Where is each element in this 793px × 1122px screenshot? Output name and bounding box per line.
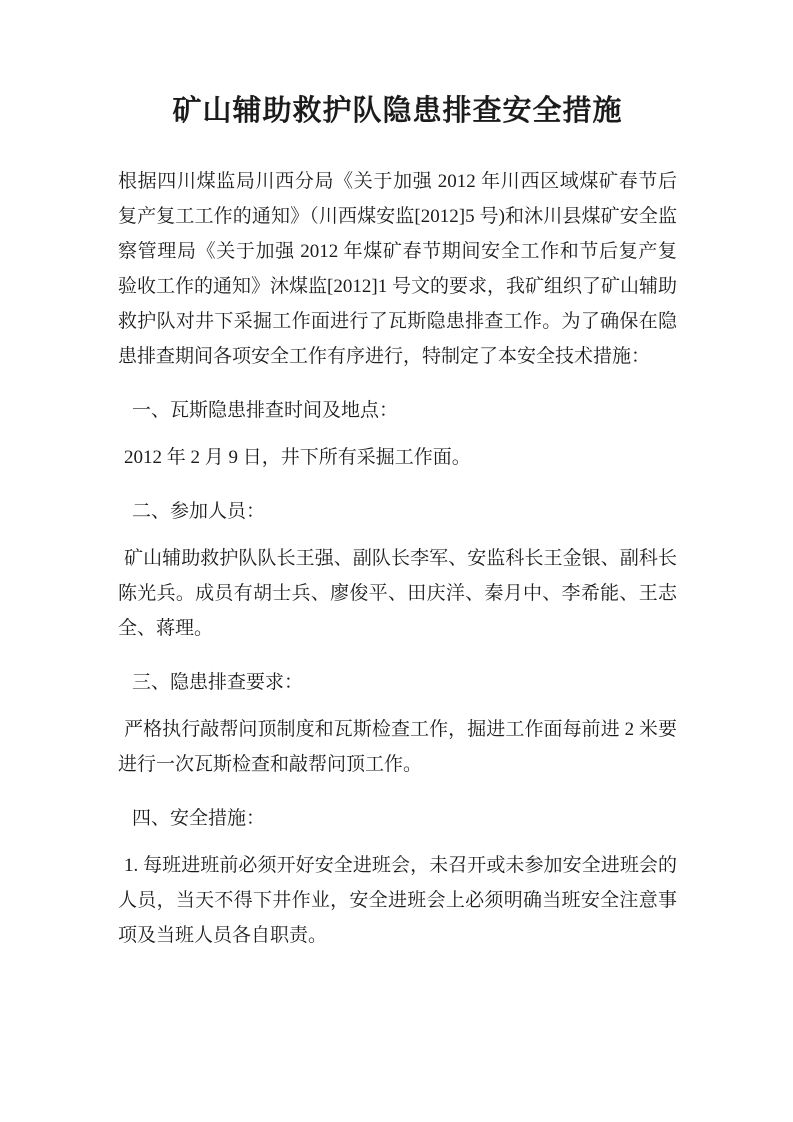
document-title: 矿山辅助救护队隐患排查安全措施 bbox=[172, 95, 623, 127]
section-heading: 一、瓦斯隐患排查时间及地点： bbox=[132, 400, 399, 421]
document-body bbox=[118, 164, 677, 953]
paragraph: 2012 年 2 月 9 日，井下所有采掘工作面。 bbox=[124, 447, 471, 468]
section-heading: 三、隐患排查要求： bbox=[132, 672, 304, 693]
paragraph: 严格执行敲帮问顶制度和瓦斯检查工作，掘进工作面每前进 2 米要进行一次瓦斯检查和敲帮问顶工作。 bbox=[118, 719, 677, 775]
paragraph: 1. 每班进班前必须开好安全进班会，未召开或未参加安全进班会的人员，当天不得下井作业，安全进班会上必须明确当班安全注意事项及当班人员各自职责。 bbox=[118, 855, 677, 946]
section-heading: 四、安全措施： bbox=[132, 808, 266, 829]
paragraph: 矿山辅助救护队队长王强、副队长李军、安监科长王金银、副科长陈光兵。成员有胡士兵、廖俊平、田庆洋、秦月中、李希能、王志全、蒋理。 bbox=[118, 548, 677, 639]
paragraph: 根据四川煤监局川西分局《关于加强 2012 年川西区域煤矿春节后复产复工工作的通知》（川西煤安监[2012]5 号)和沐川县煤矿安全监察管理局《关于加强 2012 年煤矿春节期间安全工作和节后复产复验收工作的通知》沐煤监[2012]1 号文的要求，我矿组织了矿山辅助救护队对井下采掘工作面进行了瓦斯隐患排查工作。为了确保在隐患排查期间各项安全工作有序进行，特制定了本安全技术措施： bbox=[118, 171, 677, 367]
section-heading: 二、参加人员： bbox=[132, 501, 266, 522]
